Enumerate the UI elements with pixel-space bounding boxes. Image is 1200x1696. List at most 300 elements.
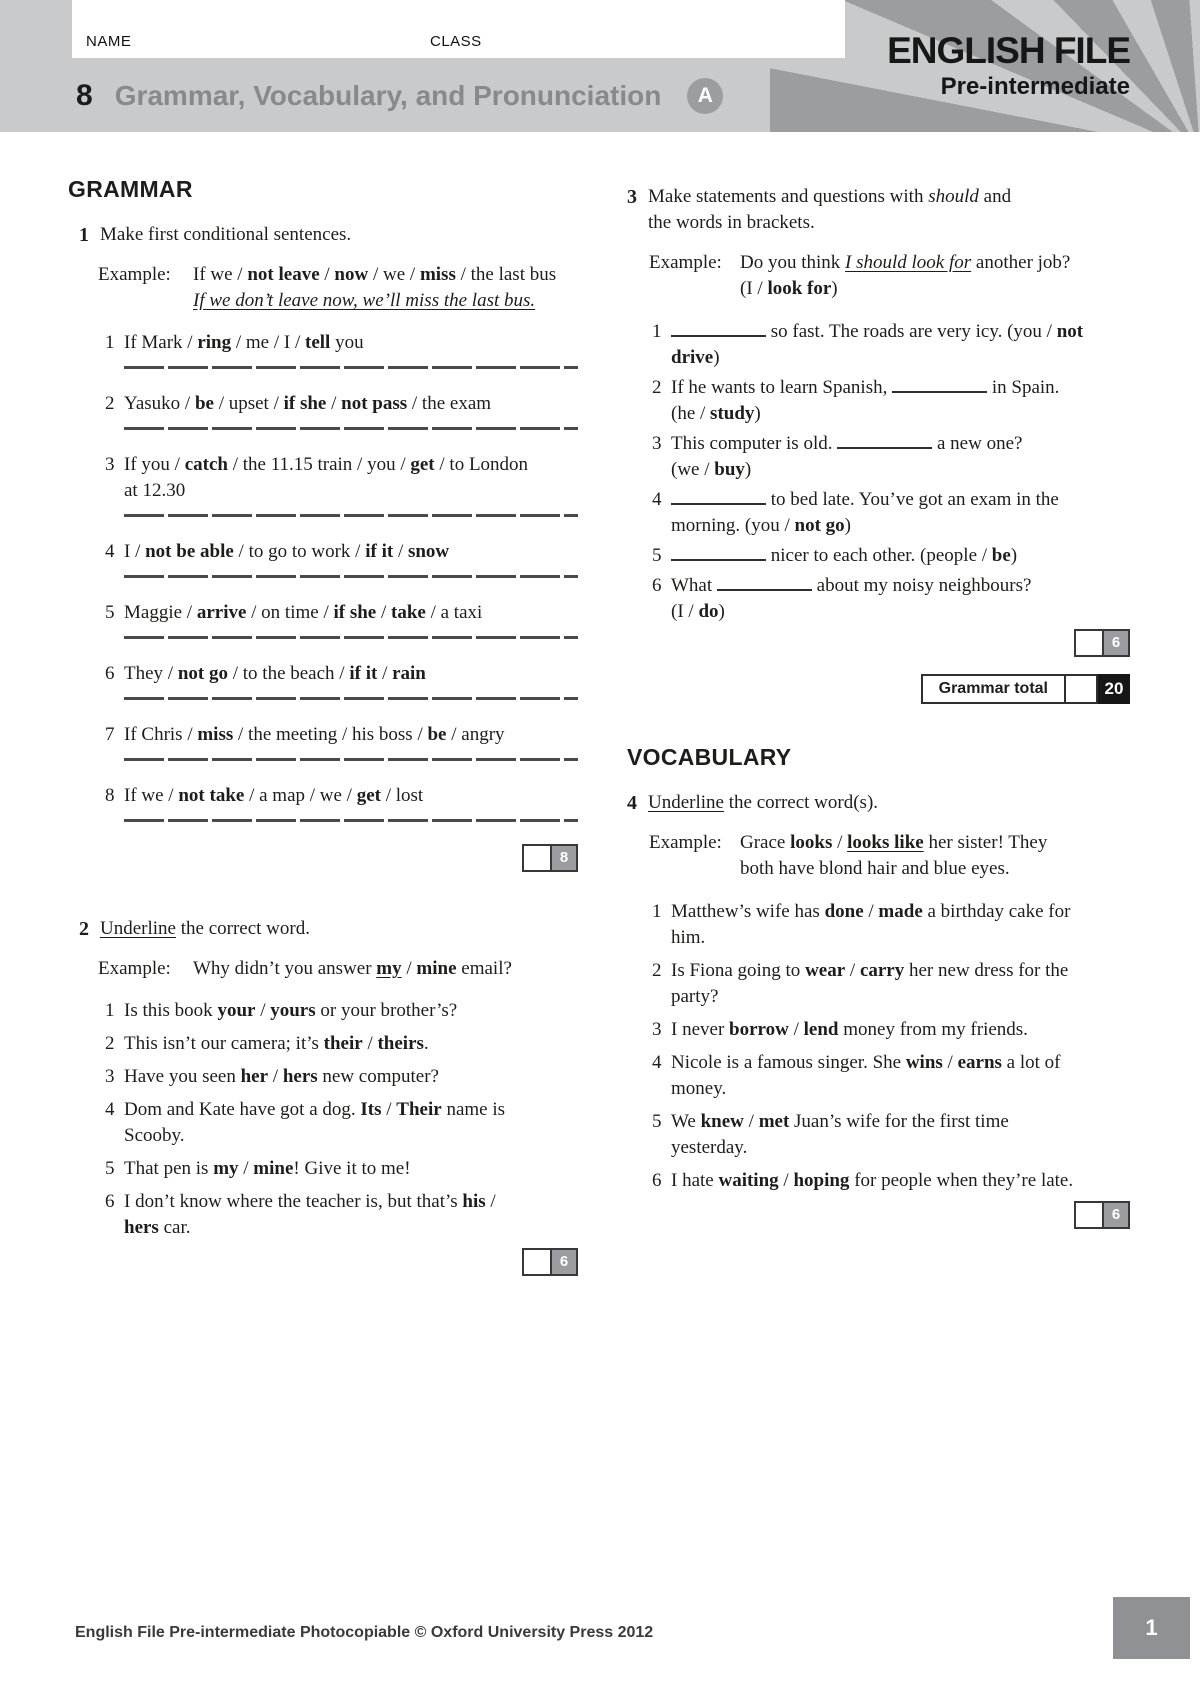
text-line [100, 222, 578, 248]
text-segment: their [323, 1033, 363, 1054]
exercise-3-items [652, 319, 1130, 625]
item-text [124, 1189, 578, 1241]
text-segment: the correct word(s). [723, 792, 879, 813]
text-segment: get [410, 454, 435, 475]
exercise-4-instruction [627, 790, 1130, 816]
text-line [671, 573, 1130, 599]
text-line [124, 783, 578, 809]
text-segment: her new dress for the [904, 960, 1069, 981]
answer-blank[interactable] [671, 489, 766, 505]
example-text [740, 830, 1130, 882]
text-segment: my [213, 1158, 239, 1179]
page-number-box [1113, 1597, 1190, 1659]
item-text [671, 375, 1130, 427]
score-max: 8 [552, 846, 576, 870]
text-segment: / [319, 264, 335, 285]
text-line [124, 1215, 578, 1241]
text-line [671, 899, 1130, 925]
exercise-1-items [105, 330, 578, 844]
text-segment: knew [700, 1111, 744, 1132]
item-text [124, 330, 578, 391]
text-segment: Yasuko / [124, 393, 195, 414]
text-segment: ) [713, 347, 720, 368]
text-line [671, 1017, 1130, 1043]
text-segment: get [356, 785, 381, 806]
text-segment: Matthew’s wife has [671, 901, 825, 922]
example-label: Example: [98, 958, 171, 979]
text-segment: about my noisy neighbours? [811, 575, 1032, 596]
item-number: 2 [105, 1033, 115, 1054]
text-segment: ) [754, 403, 761, 424]
text-segment: If Chris / [124, 724, 198, 745]
answer-blank[interactable] [671, 545, 766, 561]
item-number: 5 [105, 602, 115, 623]
item-text [671, 1168, 1130, 1194]
grammar-total-entry-box[interactable] [1066, 674, 1098, 704]
text-line [648, 790, 1130, 816]
text-segment: / [268, 1066, 283, 1087]
text-segment: / [778, 1170, 794, 1191]
example-label: Example: [98, 264, 171, 285]
item-text [671, 573, 1130, 625]
text-segment: / [381, 1099, 397, 1120]
item-text [124, 539, 578, 600]
text-segment: buy [714, 459, 745, 480]
text-line [671, 543, 1130, 569]
score-box [1074, 629, 1130, 657]
example-text [193, 956, 578, 982]
item-text [671, 958, 1130, 1010]
item-text [124, 1031, 578, 1057]
exercise-1-example [98, 262, 578, 314]
text-line [193, 262, 578, 288]
text-segment: / the exam [407, 393, 492, 414]
exercise-item [105, 1097, 578, 1149]
text-line [671, 401, 1130, 427]
answer-line[interactable] [124, 514, 578, 517]
text-segment: wear [805, 960, 846, 981]
text-segment: ! Give it to me! [293, 1158, 411, 1179]
text-segment: If you / [124, 454, 185, 475]
text-line [100, 916, 578, 942]
text-segment: not take [178, 785, 245, 806]
item-number: 6 [652, 575, 662, 596]
answer-line[interactable] [124, 575, 578, 578]
exercise-2-score [68, 1248, 578, 1276]
text-segment: catch [184, 454, 228, 475]
item-text [124, 391, 578, 452]
answer-line[interactable] [124, 366, 578, 369]
exercise-2-instruction [68, 916, 578, 942]
name-class-entry-box[interactable] [72, 0, 845, 58]
text-segment: (I / [740, 278, 768, 299]
text-segment: (we / [671, 459, 715, 480]
item-number: 1 [652, 321, 662, 342]
text-segment: and [978, 186, 1012, 207]
text-line [124, 391, 578, 417]
text-segment: / the 11.15 train / you / [227, 454, 411, 475]
text-segment: I hate [671, 1170, 719, 1191]
text-segment: your [217, 1000, 256, 1021]
item-number: 4 [652, 1052, 662, 1073]
text-segment: ) [844, 515, 851, 536]
text-segment: Make first conditional sentences. [100, 224, 352, 245]
text-line [648, 184, 1130, 210]
text-segment: / [942, 1052, 958, 1073]
text-line [124, 452, 578, 478]
exercise-number: 4 [627, 792, 637, 814]
exercise-item [652, 1109, 1130, 1161]
text-segment: (he / [671, 403, 711, 424]
text-segment: Do you think [740, 252, 846, 273]
text-segment: for people when they’re late. [849, 1170, 1074, 1191]
text-segment: ) [718, 601, 725, 622]
exercise-item [652, 1168, 1130, 1194]
class-label: CLASS [430, 33, 482, 50]
text-segment: hers [124, 1217, 159, 1238]
text-line [671, 345, 1130, 371]
text-segment: tell [305, 332, 331, 353]
text-segment: rain [392, 663, 426, 684]
text-segment: you [330, 332, 364, 353]
text-line [671, 599, 1130, 625]
text-segment: I should look for [845, 252, 972, 273]
page-number: 1 [1145, 1615, 1158, 1640]
exercise-item [652, 375, 1130, 427]
text-segment: a birthday cake for [922, 901, 1071, 922]
score-max: 6 [552, 1250, 576, 1274]
text-segment: if she [333, 602, 377, 623]
text-segment: Maggie / [124, 602, 197, 623]
text-segment: / [393, 541, 408, 562]
text-segment: Their [396, 1099, 442, 1120]
brand-block [887, 32, 1130, 99]
text-segment: to bed late. You’ve got an exam in the [766, 489, 1059, 510]
text-segment: borrow [729, 1019, 789, 1040]
text-line [124, 330, 578, 356]
score-box [522, 1248, 578, 1276]
text-segment: theirs [377, 1033, 424, 1054]
exercise-item [105, 1031, 578, 1057]
item-text [124, 783, 578, 844]
name-label: NAME [86, 33, 132, 50]
answer-line[interactable] [124, 819, 578, 822]
text-segment: should [928, 186, 979, 207]
text-line [671, 1076, 1130, 1102]
text-segment: study [710, 403, 755, 424]
text-segment: / angry [446, 724, 505, 745]
item-number: 6 [652, 1170, 662, 1191]
item-text [671, 431, 1130, 483]
text-line [193, 288, 578, 314]
text-segment: yesterday. [671, 1137, 748, 1158]
text-segment: a new one? [932, 433, 1023, 454]
score-entry-box[interactable] [1076, 1203, 1104, 1227]
text-segment: the correct word. [175, 918, 310, 939]
page-title: Grammar, Vocabulary, and Pronunciation [114, 80, 662, 111]
score-entry-box[interactable] [524, 1250, 552, 1274]
instruction-text [648, 184, 1130, 236]
text-segment: money from my friends. [838, 1019, 1028, 1040]
score-box [522, 844, 578, 872]
exercise-item [652, 958, 1130, 1010]
text-segment: / upset / [213, 393, 284, 414]
text-line [671, 984, 1130, 1010]
text-segment: earns [957, 1052, 1002, 1073]
item-text [124, 661, 578, 722]
text-segment: Have you seen [124, 1066, 241, 1087]
text-segment: drive [671, 347, 714, 368]
text-segment: hoping [793, 1170, 850, 1191]
brand-logo: ENGLISH FILE [887, 30, 1130, 71]
text-segment: her [240, 1066, 269, 1087]
text-segment: him. [671, 927, 706, 948]
item-number: 6 [105, 663, 115, 684]
exercise-item [652, 1050, 1130, 1102]
text-segment: snow [407, 541, 450, 562]
text-segment: email? [456, 958, 512, 979]
text-segment: / [788, 1019, 804, 1040]
text-line [124, 1123, 578, 1149]
item-text [671, 319, 1130, 371]
text-segment: at 12.30 [124, 480, 186, 501]
text-segment: We [671, 1111, 701, 1132]
text-segment: / [485, 1191, 496, 1212]
text-line [671, 925, 1130, 951]
example-text [740, 250, 1130, 302]
text-segment: / a map / we / [244, 785, 357, 806]
example-label: Example: [649, 252, 722, 273]
text-segment: another job? [971, 252, 1071, 273]
item-text [671, 487, 1130, 539]
version-a-letter: A [697, 84, 713, 107]
text-segment: morning. (you / [671, 515, 795, 536]
text-segment: This isn’t our camera; it’s [124, 1033, 324, 1054]
text-line [648, 210, 1130, 236]
exercise-item [105, 783, 578, 844]
text-segment: party? [671, 986, 719, 1007]
item-number: 4 [105, 541, 115, 562]
text-segment: / [238, 1158, 254, 1179]
instruction-text [100, 916, 578, 942]
answer-line[interactable] [124, 697, 578, 700]
exercise-3-instruction [627, 184, 1130, 236]
text-segment: done [824, 901, 864, 922]
exercise-3-example [649, 250, 1130, 302]
item-number: 5 [652, 1111, 662, 1132]
title-row [76, 78, 723, 114]
text-line [124, 998, 578, 1024]
text-segment: I / [124, 541, 146, 562]
version-a-badge [687, 78, 723, 114]
text-segment: in Spain. [987, 377, 1060, 398]
exercise-item [105, 391, 578, 452]
text-segment: met [758, 1111, 790, 1132]
text-segment: / me / I / [231, 332, 306, 353]
text-segment: if it [349, 663, 378, 684]
text-line [124, 1156, 578, 1182]
text-line [671, 375, 1130, 401]
text-segment: not be able [145, 541, 234, 562]
left-column [68, 176, 578, 1276]
text-segment: Underline [648, 792, 724, 813]
score-entry-box[interactable] [524, 846, 552, 870]
text-line [124, 539, 578, 565]
text-segment: Underline [100, 918, 176, 939]
exercise-item [105, 600, 578, 661]
text-segment: look for [767, 278, 832, 299]
answer-blank[interactable] [892, 377, 987, 393]
text-segment: ) [831, 278, 838, 299]
item-text [124, 1064, 578, 1090]
text-segment: so fast. The roads are very icy. (you / [766, 321, 1057, 342]
text-line [124, 1031, 578, 1057]
text-segment: I never [671, 1019, 730, 1040]
copyright-text: English File Pre-intermediate Photocopiable © Oxford University Press 2012 [75, 1624, 654, 1641]
text-segment: / to London [434, 454, 529, 475]
answer-blank[interactable] [717, 575, 812, 591]
text-segment: / [255, 1000, 271, 1021]
text-segment: take [391, 602, 426, 623]
text-segment: Make statements and questions with [648, 186, 929, 207]
text-segment: wins [905, 1052, 943, 1073]
text-segment: If we don’t leave now, we’ll miss the last bus. [193, 290, 536, 311]
text-line [740, 856, 1130, 882]
exercise-item [652, 899, 1130, 951]
exercise-item [652, 1017, 1130, 1043]
text-line [740, 276, 1130, 302]
text-segment: her sister! They [923, 832, 1048, 853]
text-segment: Nicole is a famous singer. She [671, 1052, 906, 1073]
text-segment: ) [1010, 545, 1018, 566]
text-segment: if it [365, 541, 394, 562]
exercise-3-score [627, 629, 1130, 657]
answer-blank[interactable] [837, 433, 932, 449]
answer-blank[interactable] [671, 321, 766, 337]
item-text [671, 899, 1130, 951]
exercise-number: 1 [79, 224, 89, 246]
instruction-text [100, 222, 578, 248]
example-label: Example: [649, 832, 722, 853]
answer-line[interactable] [124, 758, 578, 761]
exercise-1-score [68, 844, 578, 872]
text-line [671, 958, 1130, 984]
text-segment: not [1056, 321, 1084, 342]
exercise-item [105, 1156, 578, 1182]
text-segment: Its [360, 1099, 382, 1120]
text-segment: not pass [341, 393, 408, 414]
answer-line[interactable] [124, 636, 578, 639]
item-number: 2 [652, 960, 662, 981]
item-number: 5 [105, 1158, 115, 1179]
text-line [671, 513, 1130, 539]
text-line [124, 1064, 578, 1090]
text-segment: new computer? [317, 1066, 439, 1087]
text-segment: Why didn’t you answer [193, 958, 377, 979]
text-segment: be [194, 393, 214, 414]
score-entry-box[interactable] [1076, 631, 1104, 655]
text-line [671, 1168, 1130, 1194]
text-segment: car. [158, 1217, 191, 1238]
text-segment: If Mark / [124, 332, 198, 353]
text-segment: be [427, 724, 447, 745]
item-number: 5 [652, 545, 662, 566]
text-line [740, 250, 1130, 276]
text-segment: / on time / [246, 602, 334, 623]
exercise-2-items [105, 998, 578, 1241]
text-segment: (I / [671, 601, 699, 622]
item-text [671, 1050, 1130, 1102]
text-segment: That pen is [124, 1158, 214, 1179]
text-segment: carry [859, 960, 905, 981]
item-number: 4 [105, 1099, 115, 1120]
text-segment: Juan’s wife for the first time [789, 1111, 1009, 1132]
text-segment: Is Fiona going to [671, 960, 806, 981]
item-number: 3 [105, 454, 115, 475]
item-text [124, 998, 578, 1024]
exercise-1-instruction [68, 222, 578, 248]
item-number: 2 [652, 377, 662, 398]
text-line [671, 487, 1130, 513]
exercise-item [105, 452, 578, 539]
exercise-item [105, 998, 578, 1024]
text-segment: / [401, 958, 417, 979]
text-segment: looks like [847, 832, 924, 853]
item-number: 1 [105, 1000, 115, 1021]
item-number: 1 [105, 332, 115, 353]
item-number: 1 [652, 901, 662, 922]
text-line [740, 830, 1130, 856]
text-segment: not leave [247, 264, 320, 285]
grammar-total-max: 20 [1098, 674, 1130, 704]
exercise-item [652, 431, 1130, 483]
item-text [124, 1097, 578, 1149]
text-segment: If we / [124, 785, 179, 806]
score-box [1074, 1201, 1130, 1229]
item-number: 4 [652, 489, 662, 510]
item-text [124, 452, 578, 539]
text-segment: looks [790, 832, 833, 853]
item-text [124, 722, 578, 783]
text-segment: miss [419, 264, 456, 285]
text-line [124, 478, 578, 504]
text-segment: a lot of [1001, 1052, 1061, 1073]
text-segment: do [698, 601, 719, 622]
item-number: 3 [652, 1019, 662, 1040]
text-line [193, 956, 578, 982]
text-segment: / [376, 602, 392, 623]
answer-line[interactable] [124, 427, 578, 430]
text-segment: both have blond hair and blue eyes. [740, 858, 1010, 879]
exercise-4-items [652, 899, 1130, 1194]
text-segment: / [362, 1033, 378, 1054]
text-segment: If we / [193, 264, 248, 285]
item-number: 8 [105, 785, 115, 806]
text-segment: / [743, 1111, 759, 1132]
text-segment: / to the beach / [227, 663, 350, 684]
grammar-heading: GRAMMAR [68, 176, 193, 202]
exercise-number: 3 [627, 186, 637, 208]
text-segment: If he wants to learn Spanish, [671, 377, 893, 398]
text-line [124, 600, 578, 626]
text-segment: What [671, 575, 717, 596]
text-segment: my [376, 958, 402, 979]
text-segment: / [863, 901, 879, 922]
header-band [0, 0, 1200, 132]
text-segment: Is this book [124, 1000, 218, 1021]
text-segment: or your brother’s? [315, 1000, 458, 1021]
text-line [671, 319, 1130, 345]
